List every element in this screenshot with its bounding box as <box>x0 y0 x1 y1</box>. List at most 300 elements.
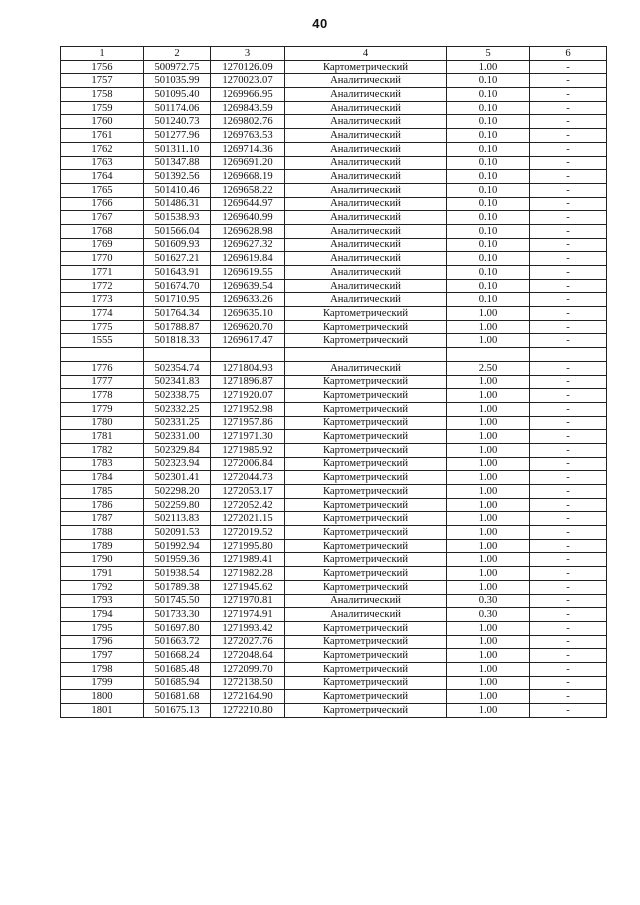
table-row <box>61 197 607 211</box>
table-cell: Картометрический <box>285 539 447 553</box>
table-row <box>61 402 607 416</box>
table-row <box>61 430 607 444</box>
table-cell: - <box>530 553 607 567</box>
table-cell: 501035.99 <box>144 74 211 88</box>
table-cell: 502113.83 <box>144 512 211 526</box>
coordinates-table <box>60 46 607 718</box>
table-row <box>61 567 607 581</box>
table-cell: 1269639.54 <box>211 279 285 293</box>
table-cell: 1787 <box>61 512 144 526</box>
table-cell: 1271952.98 <box>211 402 285 416</box>
table-cell: - <box>530 101 607 115</box>
table-cell: 1271989.41 <box>211 553 285 567</box>
table-cell: - <box>530 334 607 348</box>
column-header: 3 <box>211 47 285 61</box>
table-cell: Картометрический <box>285 416 447 430</box>
table-cell: 501663.72 <box>144 635 211 649</box>
table-cell: 501095.40 <box>144 88 211 102</box>
table-cell: 1271970.81 <box>211 594 285 608</box>
table-cell: Аналитический <box>285 74 447 88</box>
table-cell: Картометрический <box>285 375 447 389</box>
table-cell: 501710.95 <box>144 293 211 307</box>
table-cell: Картометрический <box>285 334 447 348</box>
table-cell: Аналитический <box>285 101 447 115</box>
table-cell: 1.00 <box>447 580 530 594</box>
table-cell: - <box>530 293 607 307</box>
table-cell: 501240.73 <box>144 115 211 129</box>
table-cell: 0.10 <box>447 170 530 184</box>
table-cell: Аналитический <box>285 293 447 307</box>
table-cell: - <box>530 567 607 581</box>
table-cell: 501697.80 <box>144 621 211 635</box>
table-header <box>61 47 607 61</box>
table-cell: 1.00 <box>447 402 530 416</box>
table-cell: 1789 <box>61 539 144 553</box>
table-cell: 1758 <box>61 88 144 102</box>
table-cell: 1271974.91 <box>211 608 285 622</box>
table-row <box>61 279 607 293</box>
table-cell: 501818.33 <box>144 334 211 348</box>
table-cell: - <box>530 361 607 375</box>
table-row <box>61 649 607 663</box>
table-cell: Картометрический <box>285 485 447 499</box>
table-cell: 1773 <box>61 293 144 307</box>
table-cell: 1271993.42 <box>211 621 285 635</box>
table-cell: 1762 <box>61 142 144 156</box>
table-row <box>61 156 607 170</box>
table-cell: 501668.24 <box>144 649 211 663</box>
table-cell: - <box>530 197 607 211</box>
table-cell: 1.00 <box>447 704 530 718</box>
column-header: 6 <box>530 47 607 61</box>
header-row <box>61 47 607 61</box>
table-cell: 1776 <box>61 361 144 375</box>
table-row <box>61 129 607 143</box>
table-cell: 0.10 <box>447 88 530 102</box>
table-cell: 1269668.19 <box>211 170 285 184</box>
table-cell: 1272052.42 <box>211 498 285 512</box>
table-cell: 1.00 <box>447 662 530 676</box>
table-cell: 1272006.84 <box>211 457 285 471</box>
table-cell: 1271804.93 <box>211 361 285 375</box>
table-cell: 0.10 <box>447 238 530 252</box>
table-cell: - <box>530 389 607 403</box>
table-cell: 502341.83 <box>144 375 211 389</box>
table-cell: 1.00 <box>447 307 530 321</box>
table-cell: Аналитический <box>285 197 447 211</box>
table-row <box>61 608 607 622</box>
table-cell: 1794 <box>61 608 144 622</box>
table-cell: 500972.75 <box>144 60 211 74</box>
table-cell: 1.00 <box>447 60 530 74</box>
table-cell: - <box>530 211 607 225</box>
table-cell: 1272021.15 <box>211 512 285 526</box>
table-cell: - <box>530 402 607 416</box>
table-cell: 1.00 <box>447 334 530 348</box>
table-cell: 1269633.26 <box>211 293 285 307</box>
column-header: 2 <box>144 47 211 61</box>
table-cell: - <box>530 594 607 608</box>
table-row <box>61 471 607 485</box>
table-cell: 1269714.36 <box>211 142 285 156</box>
table-row <box>61 252 607 266</box>
table-cell: 1788 <box>61 526 144 540</box>
table-cell: Картометрический <box>285 649 447 663</box>
table-cell: 1271945.62 <box>211 580 285 594</box>
table-cell: - <box>530 443 607 457</box>
table-cell: 1774 <box>61 307 144 321</box>
table-cell: 1.00 <box>447 375 530 389</box>
table-cell: 1796 <box>61 635 144 649</box>
table-cell: 1777 <box>61 375 144 389</box>
table-cell: 1797 <box>61 649 144 663</box>
table-cell <box>61 348 144 362</box>
table-cell: 501788.87 <box>144 320 211 334</box>
table-cell: Аналитический <box>285 224 447 238</box>
table-cell: - <box>530 621 607 635</box>
table-cell: - <box>530 635 607 649</box>
table-cell: Аналитический <box>285 608 447 622</box>
table-cell: 1795 <box>61 621 144 635</box>
table-cell: 1.00 <box>447 498 530 512</box>
table-cell: 1270023.07 <box>211 74 285 88</box>
table-cell: Картометрический <box>285 704 447 718</box>
table-cell: 1757 <box>61 74 144 88</box>
table-row <box>61 293 607 307</box>
table-cell: 1269763.53 <box>211 129 285 143</box>
table-row <box>61 266 607 280</box>
table-row <box>61 621 607 635</box>
table-cell: - <box>530 457 607 471</box>
table-cell: 1269628.98 <box>211 224 285 238</box>
table-cell: 1782 <box>61 443 144 457</box>
table-cell: 1.00 <box>447 567 530 581</box>
table-cell: 1785 <box>61 485 144 499</box>
table-row <box>61 142 607 156</box>
table-row <box>61 170 607 184</box>
table-cell: - <box>530 170 607 184</box>
table-cell: - <box>530 526 607 540</box>
table-cell: - <box>530 498 607 512</box>
table-cell: Аналитический <box>285 142 447 156</box>
table-cell: 1.00 <box>447 649 530 663</box>
table-cell: 501789.38 <box>144 580 211 594</box>
table-cell: Аналитический <box>285 252 447 266</box>
table-cell: 502298.20 <box>144 485 211 499</box>
table-cell: 1269658.22 <box>211 183 285 197</box>
table-cell: 1800 <box>61 690 144 704</box>
table-cell: Картометрический <box>285 402 447 416</box>
table-cell: Аналитический <box>285 115 447 129</box>
table-cell: Картометрический <box>285 471 447 485</box>
table-cell: 502331.25 <box>144 416 211 430</box>
table-row <box>61 320 607 334</box>
table-cell: 501410.46 <box>144 183 211 197</box>
table-cell: - <box>530 238 607 252</box>
table-cell: - <box>530 88 607 102</box>
table-cell: 0.10 <box>447 266 530 280</box>
table-cell: 1271985.92 <box>211 443 285 457</box>
table-cell: 1784 <box>61 471 144 485</box>
table-cell: 1.00 <box>447 621 530 635</box>
table-cell: - <box>530 690 607 704</box>
table-cell: 1272048.64 <box>211 649 285 663</box>
column-header: 4 <box>285 47 447 61</box>
table-cell: - <box>530 471 607 485</box>
table-cell: 1555 <box>61 334 144 348</box>
table-cell: - <box>530 430 607 444</box>
table-cell: 1793 <box>61 594 144 608</box>
table-cell: 1.00 <box>447 676 530 690</box>
table-cell: 501959.36 <box>144 553 211 567</box>
table-cell: 1269635.10 <box>211 307 285 321</box>
table-cell: 502259.80 <box>144 498 211 512</box>
table-cell: 1272164.90 <box>211 690 285 704</box>
table-cell: 1760 <box>61 115 144 129</box>
table-cell: 1775 <box>61 320 144 334</box>
table-cell: 1.00 <box>447 416 530 430</box>
table-row <box>61 498 607 512</box>
table-cell: Аналитический <box>285 361 447 375</box>
table-cell: 1271971.30 <box>211 430 285 444</box>
table-cell: Картометрический <box>285 320 447 334</box>
table-cell: 501685.48 <box>144 662 211 676</box>
table-cell: 1791 <box>61 567 144 581</box>
table-cell: Картометрический <box>285 676 447 690</box>
table-cell: Аналитический <box>285 266 447 280</box>
table-cell: 1798 <box>61 662 144 676</box>
table-cell: - <box>530 156 607 170</box>
table-cell: 0.10 <box>447 293 530 307</box>
table-cell: 1801 <box>61 704 144 718</box>
table-cell: 501685.94 <box>144 676 211 690</box>
table-cell: 1272138.50 <box>211 676 285 690</box>
table-cell: 501566.04 <box>144 224 211 238</box>
table-cell: 1765 <box>61 183 144 197</box>
table-cell: 1269691.20 <box>211 156 285 170</box>
table-cell: 1799 <box>61 676 144 690</box>
table-cell: Аналитический <box>285 129 447 143</box>
table-cell: 1.00 <box>447 485 530 499</box>
table-cell: Аналитический <box>285 238 447 252</box>
table-cell: - <box>530 320 607 334</box>
table-cell: 1756 <box>61 60 144 74</box>
table-cell: 1778 <box>61 389 144 403</box>
table-cell: Картометрический <box>285 567 447 581</box>
table-cell: 502091.53 <box>144 526 211 540</box>
table-cell: 1772 <box>61 279 144 293</box>
table-cell: 1759 <box>61 101 144 115</box>
table-row <box>61 553 607 567</box>
table-row <box>61 485 607 499</box>
table-cell: 0.10 <box>447 224 530 238</box>
table-cell: 501347.88 <box>144 156 211 170</box>
table-cell: 1269619.55 <box>211 266 285 280</box>
column-header: 5 <box>447 47 530 61</box>
table-cell: 1271982.28 <box>211 567 285 581</box>
table-cell: 0.10 <box>447 197 530 211</box>
table-cell: 501745.50 <box>144 594 211 608</box>
table-cell: Картометрический <box>285 307 447 321</box>
table-cell: Аналитический <box>285 88 447 102</box>
table-cell: Картометрический <box>285 389 447 403</box>
table-cell: 501992.94 <box>144 539 211 553</box>
table-row <box>61 307 607 321</box>
table-row <box>61 676 607 690</box>
table-cell: 1780 <box>61 416 144 430</box>
table-cell: 1.00 <box>447 430 530 444</box>
table-cell: 502331.00 <box>144 430 211 444</box>
table-cell: Картометрический <box>285 512 447 526</box>
table-row <box>61 211 607 225</box>
table-cell: 1272027.76 <box>211 635 285 649</box>
table-cell: 501311.10 <box>144 142 211 156</box>
table-cell: Картометрический <box>285 553 447 567</box>
table-cell: 1271896.87 <box>211 375 285 389</box>
table-cell: 502329.84 <box>144 443 211 457</box>
table-cell: Аналитический <box>285 279 447 293</box>
table-cell: Аналитический <box>285 594 447 608</box>
table-cell: 1.00 <box>447 512 530 526</box>
table-cell: 502301.41 <box>144 471 211 485</box>
table-cell: 1.00 <box>447 690 530 704</box>
table-cell: Картометрический <box>285 457 447 471</box>
table-cell: 501486.31 <box>144 197 211 211</box>
table-cell: - <box>530 142 607 156</box>
table-cell: 0.10 <box>447 142 530 156</box>
table-cell: - <box>530 183 607 197</box>
table-row <box>61 389 607 403</box>
table-row <box>61 704 607 718</box>
table-body <box>61 60 607 717</box>
table-cell: 1269843.59 <box>211 101 285 115</box>
table-cell: 1767 <box>61 211 144 225</box>
table-cell: 0.10 <box>447 183 530 197</box>
table-cell: 1269619.84 <box>211 252 285 266</box>
table-cell: Картометрический <box>285 662 447 676</box>
table-row <box>61 88 607 102</box>
table-cell: 1768 <box>61 224 144 238</box>
table-cell: 1269617.47 <box>211 334 285 348</box>
table-cell: 1269644.97 <box>211 197 285 211</box>
column-header: 1 <box>61 47 144 61</box>
table-row <box>61 334 607 348</box>
table-cell: - <box>530 539 607 553</box>
table-row <box>61 238 607 252</box>
table-cell: 1272099.70 <box>211 662 285 676</box>
table-cell <box>211 348 285 362</box>
table-cell: 1.00 <box>447 443 530 457</box>
table-cell: 0.10 <box>447 279 530 293</box>
table-cell: 0.10 <box>447 211 530 225</box>
table-cell: 2.50 <box>447 361 530 375</box>
table-cell <box>285 348 447 362</box>
table-cell: - <box>530 485 607 499</box>
table-cell: 1.00 <box>447 539 530 553</box>
table-cell: - <box>530 704 607 718</box>
table-row <box>61 348 607 362</box>
table-cell: Аналитический <box>285 156 447 170</box>
table-cell: - <box>530 580 607 594</box>
table-cell: - <box>530 266 607 280</box>
table-row <box>61 457 607 471</box>
table-cell: 1269620.70 <box>211 320 285 334</box>
table-cell: 0.10 <box>447 252 530 266</box>
table-row <box>61 594 607 608</box>
table-cell: Картометрический <box>285 498 447 512</box>
table-cell: 0.30 <box>447 594 530 608</box>
table-cell <box>447 348 530 362</box>
table-cell: 1790 <box>61 553 144 567</box>
table-cell: 501675.13 <box>144 704 211 718</box>
table-cell: Картометрический <box>285 443 447 457</box>
table-cell: 1761 <box>61 129 144 143</box>
table-row <box>61 224 607 238</box>
table-cell: 1783 <box>61 457 144 471</box>
table-cell: 1771 <box>61 266 144 280</box>
table-cell: - <box>530 662 607 676</box>
table-cell: 1269627.32 <box>211 238 285 252</box>
table-cell: Картометрический <box>285 690 447 704</box>
page-number: 40 <box>312 16 328 31</box>
table-cell: - <box>530 74 607 88</box>
table-cell: 1271957.86 <box>211 416 285 430</box>
table-cell: 501764.34 <box>144 307 211 321</box>
table-cell: Картометрический <box>285 580 447 594</box>
table-row <box>61 183 607 197</box>
table-cell: 1792 <box>61 580 144 594</box>
table-cell <box>144 348 211 362</box>
table-cell: - <box>530 279 607 293</box>
table-cell: 1764 <box>61 170 144 184</box>
table-cell: Аналитический <box>285 183 447 197</box>
table-row <box>61 539 607 553</box>
table-cell: 0.10 <box>447 74 530 88</box>
table-cell: 1.00 <box>447 635 530 649</box>
table-cell: 1272044.73 <box>211 471 285 485</box>
table-cell: 0.10 <box>447 101 530 115</box>
table-cell: 501681.68 <box>144 690 211 704</box>
table-cell: - <box>530 252 607 266</box>
table-cell: - <box>530 375 607 389</box>
table-cell: 501643.91 <box>144 266 211 280</box>
table-row <box>61 635 607 649</box>
table-row <box>61 416 607 430</box>
table-cell: - <box>530 115 607 129</box>
table-cell: - <box>530 676 607 690</box>
table-cell: 501392.56 <box>144 170 211 184</box>
table-cell: 0.10 <box>447 115 530 129</box>
table-row <box>61 361 607 375</box>
table-row <box>61 443 607 457</box>
table-cell: 1270126.09 <box>211 60 285 74</box>
table-row <box>61 101 607 115</box>
table-cell: 0.10 <box>447 156 530 170</box>
table-cell: 1269802.76 <box>211 115 285 129</box>
table-cell: 0.10 <box>447 129 530 143</box>
table-cell: 501674.70 <box>144 279 211 293</box>
table-cell: - <box>530 60 607 74</box>
table-cell: 1272019.52 <box>211 526 285 540</box>
table-cell: - <box>530 649 607 663</box>
table-cell: 502338.75 <box>144 389 211 403</box>
table-cell: 1.00 <box>447 320 530 334</box>
table-row <box>61 526 607 540</box>
table-row <box>61 115 607 129</box>
table-cell: 1269966.95 <box>211 88 285 102</box>
table-cell: 502332.25 <box>144 402 211 416</box>
table-cell: 1779 <box>61 402 144 416</box>
